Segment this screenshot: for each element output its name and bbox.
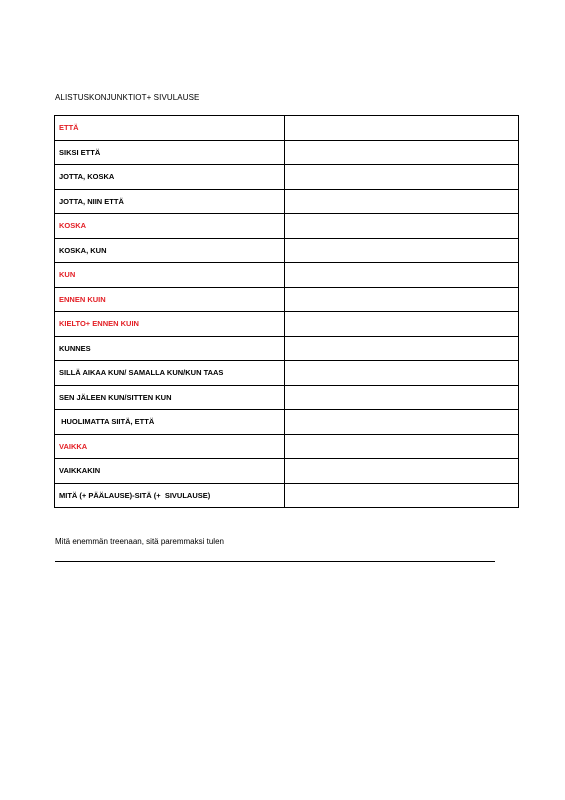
table-row bbox=[55, 434, 519, 459]
table-row bbox=[55, 361, 519, 386]
table-row bbox=[55, 214, 519, 239]
answer-cell bbox=[285, 434, 519, 459]
table-row bbox=[55, 165, 519, 190]
conjunction-cell: SILLÄ AIKAA KUN/ SAMALLA KUN/KUN TAAS bbox=[55, 361, 285, 386]
table-row bbox=[55, 287, 519, 312]
conjunction-cell: VAIKKA bbox=[55, 434, 285, 459]
table-row bbox=[55, 410, 519, 435]
conjunction-cell: HUOLIMATTA SIITÄ, ETTÄ bbox=[55, 410, 285, 435]
conjunction-cell: ENNEN KUIN bbox=[55, 287, 285, 312]
answer-cell bbox=[285, 336, 519, 361]
table-row bbox=[55, 238, 519, 263]
table-row bbox=[55, 116, 519, 141]
table-row bbox=[55, 385, 519, 410]
answer-cell bbox=[285, 312, 519, 337]
answer-cell bbox=[285, 140, 519, 165]
table-row bbox=[55, 336, 519, 361]
answer-cell bbox=[285, 116, 519, 141]
answer-cell bbox=[285, 385, 519, 410]
table-row bbox=[55, 483, 519, 508]
conjunction-cell: KOSKA bbox=[55, 214, 285, 239]
conjunction-cell: KUNNES bbox=[55, 336, 285, 361]
conjunction-table bbox=[54, 115, 519, 508]
answer-cell bbox=[285, 238, 519, 263]
answer-cell bbox=[285, 165, 519, 190]
answer-cell bbox=[285, 459, 519, 484]
conjunction-cell: KOSKA, KUN bbox=[55, 238, 285, 263]
conjunction-cell: ETTÄ bbox=[55, 116, 285, 141]
table-row bbox=[55, 263, 519, 288]
table-row bbox=[55, 189, 519, 214]
table-row bbox=[55, 459, 519, 484]
conjunction-cell: JOTTA, NIIN ETTÄ bbox=[55, 189, 285, 214]
conjunction-cell: KIELTO+ ENNEN KUIN bbox=[55, 312, 285, 337]
answer-line bbox=[55, 561, 495, 562]
conjunction-cell: SIKSI ETTÄ bbox=[55, 140, 285, 165]
answer-cell bbox=[285, 214, 519, 239]
conjunction-cell: JOTTA, KOSKA bbox=[55, 165, 285, 190]
table-row bbox=[55, 312, 519, 337]
conjunction-cell: VAIKKAKIN bbox=[55, 459, 285, 484]
conjunction-cell: KUN bbox=[55, 263, 285, 288]
conjunction-table-body bbox=[55, 116, 519, 508]
answer-cell bbox=[285, 361, 519, 386]
answer-cell bbox=[285, 410, 519, 435]
answer-cell bbox=[285, 189, 519, 214]
answer-cell bbox=[285, 263, 519, 288]
example-sentence: Mitä enemmän treenaan, sitä paremmaksi tulen bbox=[55, 537, 224, 546]
conjunction-cell: MITÄ (+ PÄÄLAUSE)-SITÄ (+ SIVULAUSE) bbox=[55, 483, 285, 508]
page-title: ALISTUSKONJUNKTIOT+ SIVULAUSE bbox=[55, 93, 200, 102]
conjunction-cell: SEN JÄLEEN KUN/SITTEN KUN bbox=[55, 385, 285, 410]
answer-cell bbox=[285, 483, 519, 508]
table-row bbox=[55, 140, 519, 165]
answer-cell bbox=[285, 287, 519, 312]
